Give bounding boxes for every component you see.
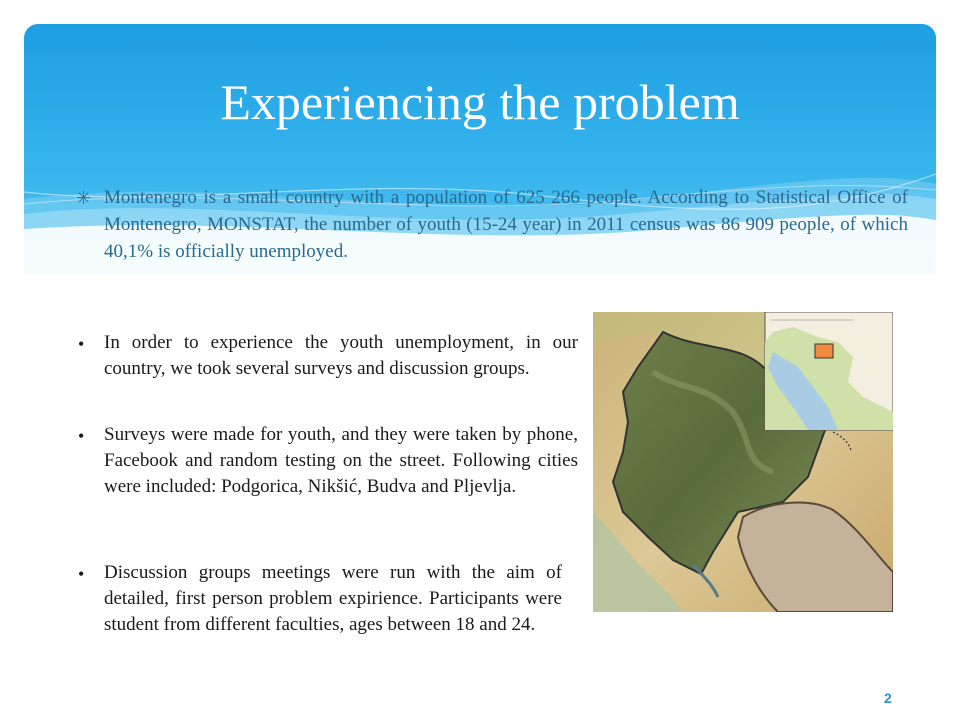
bullet-discussion-groups: Discussion groups meetings were run with the aim of detailed, first person problem expirience. Participants were student from different faculties, ages between 18 and 24. (104, 562, 562, 635)
montenegro-map-image (593, 312, 893, 612)
asterisk-icon: ✳ (76, 188, 92, 208)
intro-paragraph: Montenegro is a small country with a population of 625 266 people. According to Statistical Office of Montenegro, MONSTAT, the number of youth (15-24 year) in 2011 census was 86 909 people, of which 40,1% is officially unemployed. (104, 187, 908, 262)
bullet-dot-icon: • (78, 564, 85, 584)
bullet-surveys-details: Surveys were made for youth, and they were taken by phone, Facebook and random testing on the street. Following cities were included: Podgorica, Nikšić, Budva and Pljevlja. (104, 424, 578, 497)
bullet-dot-icon: • (78, 426, 85, 446)
page-number: 2 (884, 690, 892, 706)
bullet-dot-icon: • (78, 334, 85, 354)
slide-title: Experiencing the problem (220, 74, 740, 130)
bullet-surveys-intro: In order to experience the youth unemployment, in our country, we took several surveys and discussion groups. (104, 332, 578, 379)
